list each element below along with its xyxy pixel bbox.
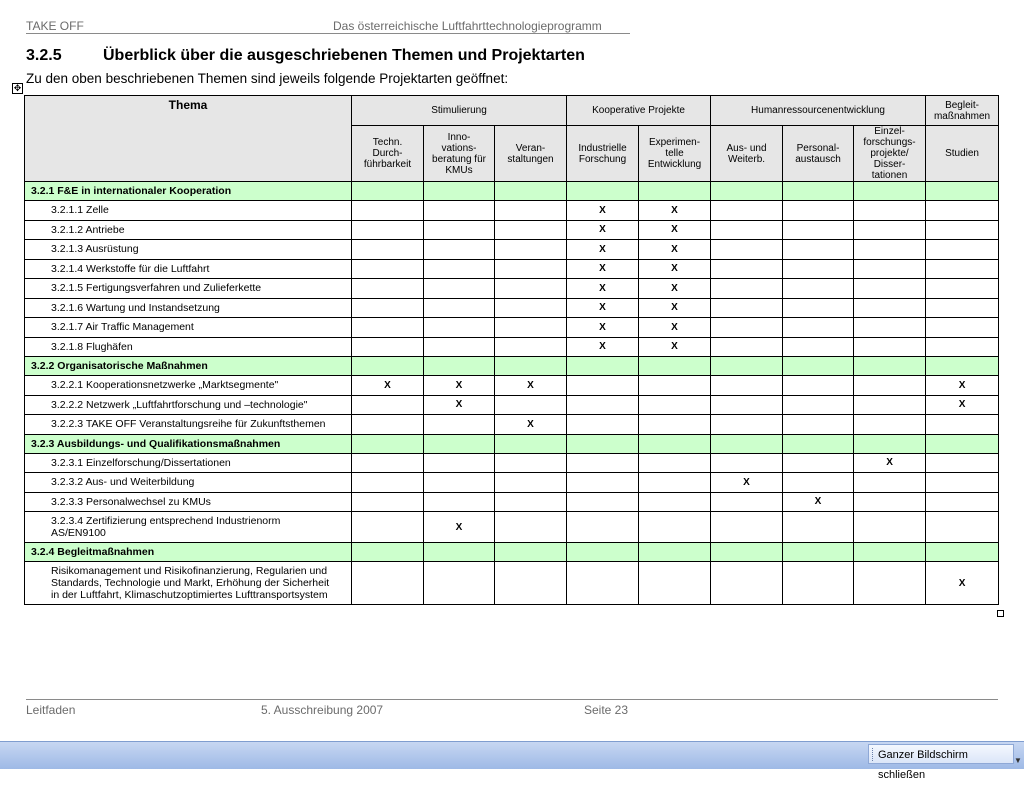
table-cell: X — [567, 318, 639, 338]
table-cell: X — [639, 220, 711, 240]
table-row — [25, 562, 999, 605]
table-row — [25, 279, 999, 299]
table-cell — [424, 415, 495, 435]
table-row — [25, 337, 999, 357]
table-cell — [783, 298, 854, 318]
table-cell — [495, 453, 567, 473]
table-row — [25, 376, 999, 396]
table-cell — [567, 543, 639, 562]
table-cell: X — [567, 279, 639, 299]
table-cell — [495, 492, 567, 512]
table-cell — [854, 201, 926, 221]
table-cell — [783, 453, 854, 473]
table-cell — [854, 543, 926, 562]
row-label: 3.2.2.3 TAKE OFF Veranstaltungsreihe für Zukunftsthemen — [25, 415, 352, 435]
table-cell — [711, 434, 783, 453]
table-cell — [783, 434, 854, 453]
footer-page-number: Seite 23 — [584, 703, 629, 717]
table-cell — [639, 562, 711, 605]
table-cell — [424, 279, 495, 299]
table-cell: X — [567, 201, 639, 221]
group-header: Kooperative Projekte — [567, 96, 711, 126]
table-cell — [783, 376, 854, 396]
table-cell — [854, 240, 926, 260]
footer-left: Leitfaden — [26, 703, 76, 717]
footer-divider — [26, 699, 998, 700]
row-label: 3.2.1.1 Zelle — [25, 201, 352, 221]
row-label: 3.2.1.7 Air Traffic Management — [25, 318, 352, 338]
table-cell: X — [639, 298, 711, 318]
table-body — [25, 182, 999, 605]
table-cell — [711, 201, 783, 221]
toolbar-options-arrow-icon[interactable]: ▼ — [1014, 756, 1022, 765]
table-cell — [424, 220, 495, 240]
table-cell — [783, 543, 854, 562]
table-cell — [567, 562, 639, 605]
table-cell: X — [926, 395, 999, 415]
table-cell — [783, 240, 854, 260]
table-cell — [495, 259, 567, 279]
table-cell — [495, 279, 567, 299]
table-cell — [639, 415, 711, 435]
table-cell — [926, 240, 999, 260]
table-cell: X — [495, 376, 567, 396]
table-cell — [854, 492, 926, 512]
table-cell — [495, 240, 567, 260]
table-cell — [495, 434, 567, 453]
table-cell — [926, 512, 999, 543]
table-cell — [352, 395, 424, 415]
table-cell — [352, 492, 424, 512]
table-cell — [854, 434, 926, 453]
table-cell — [711, 279, 783, 299]
table-cell — [352, 240, 424, 260]
table-cell: X — [567, 298, 639, 318]
subcolumn-header: Techn. Durch- führbarkeit — [352, 126, 424, 182]
table-cell — [567, 357, 639, 376]
table-cell — [711, 337, 783, 357]
table-cell — [424, 357, 495, 376]
table-cell: X — [926, 376, 999, 396]
table-cell — [926, 298, 999, 318]
table-cell — [711, 492, 783, 512]
table-resize-handle[interactable] — [997, 610, 1004, 617]
table-cell: X — [711, 473, 783, 493]
table-cell — [424, 201, 495, 221]
section-label: 3.2.2 Organisatorische Maßnahmen — [25, 357, 352, 376]
table-cell — [424, 543, 495, 562]
close-fullscreen-label: Ganzer Bildschirm schließen — [878, 749, 968, 781]
table-cell — [352, 279, 424, 299]
table-cell — [424, 453, 495, 473]
table-cell — [495, 182, 567, 201]
table-cell — [567, 182, 639, 201]
table-cell: X — [639, 201, 711, 221]
table-cell — [352, 337, 424, 357]
subcolumn-header: Einzel- forschungs- projekte/ Disser- tationen — [854, 126, 926, 182]
table-cell: X — [567, 337, 639, 357]
table-cell — [854, 562, 926, 605]
table-cell — [495, 543, 567, 562]
table-cell — [854, 259, 926, 279]
table-cell — [352, 201, 424, 221]
table-row — [25, 220, 999, 240]
table-row — [25, 318, 999, 338]
row-label: 3.2.1.2 Antriebe — [25, 220, 352, 240]
table-row — [25, 298, 999, 318]
table-cell — [495, 337, 567, 357]
table-cell — [783, 562, 854, 605]
table-cell — [495, 473, 567, 493]
toolbar-grip-icon — [872, 748, 875, 761]
table-cell — [854, 318, 926, 338]
table-cell — [783, 318, 854, 338]
table-cell — [926, 337, 999, 357]
section-row — [25, 182, 999, 201]
table-cell: X — [854, 453, 926, 473]
table-cell — [783, 220, 854, 240]
table-cell — [424, 337, 495, 357]
table-cell — [567, 376, 639, 396]
table-cell — [424, 318, 495, 338]
thema-header: Thema — [25, 96, 352, 182]
section-row — [25, 357, 999, 376]
table-cell: X — [495, 415, 567, 435]
table-cell: X — [639, 279, 711, 299]
table-cell — [352, 434, 424, 453]
section-title: Überblick über die ausgeschriebenen Themen und Projektarten — [103, 47, 585, 64]
table-cell: X — [639, 337, 711, 357]
table-cell — [495, 562, 567, 605]
table-cell: X — [424, 395, 495, 415]
table-cell: X — [639, 240, 711, 260]
table-cell — [854, 337, 926, 357]
footer-middle: 5. Ausschreibung 2007 — [261, 703, 384, 717]
table-row — [25, 453, 999, 473]
table-cell — [567, 453, 639, 473]
row-label: 3.2.1.8 Flughäfen — [25, 337, 352, 357]
table-cell: X — [639, 259, 711, 279]
table-cell: X — [783, 492, 854, 512]
table-cell — [424, 473, 495, 493]
table-cell — [711, 415, 783, 435]
table-cell — [352, 259, 424, 279]
table-cell — [854, 473, 926, 493]
table-cell — [495, 395, 567, 415]
table-cell — [783, 395, 854, 415]
table-cell — [639, 512, 711, 543]
table-cell — [783, 512, 854, 543]
subcolumn-header: Inno- vations- beratung für KMUs — [424, 126, 495, 182]
table-cell — [926, 492, 999, 512]
table-cell — [352, 512, 424, 543]
table-cell — [926, 434, 999, 453]
subcolumn-header: Industrielle Forschung — [567, 126, 639, 182]
table-cell: X — [424, 512, 495, 543]
table-cell — [352, 453, 424, 473]
section-label: 3.2.1 F&E in internationaler Kooperation — [25, 182, 352, 201]
table-cell: X — [424, 376, 495, 396]
header-left: TAKE OFF — [26, 19, 84, 33]
table-cell — [424, 298, 495, 318]
table-cell — [639, 434, 711, 453]
table-cell: X — [567, 240, 639, 260]
table-cell — [495, 318, 567, 338]
table-cell — [711, 259, 783, 279]
table-cell — [854, 357, 926, 376]
section-row — [25, 434, 999, 453]
table-cell — [424, 434, 495, 453]
subcolumn-header: Aus- und Weiterb. — [711, 126, 783, 182]
table-cell — [711, 453, 783, 473]
table-cell — [639, 543, 711, 562]
project-types-table — [24, 95, 999, 605]
table-cell — [352, 415, 424, 435]
table-cell — [495, 298, 567, 318]
table-cell — [926, 453, 999, 473]
table-cell — [424, 259, 495, 279]
table-cell — [783, 201, 854, 221]
table-cell — [424, 240, 495, 260]
table-cell — [711, 182, 783, 201]
table-cell — [926, 220, 999, 240]
table-cell — [639, 182, 711, 201]
table-row — [25, 240, 999, 260]
table-cell — [495, 512, 567, 543]
table-cell — [639, 473, 711, 493]
table-cell — [424, 562, 495, 605]
table-cell — [711, 376, 783, 396]
table-cell — [567, 395, 639, 415]
row-label: 3.2.1.6 Wartung und Instandsetzung — [25, 298, 352, 318]
table-cell — [854, 298, 926, 318]
table-cell: X — [639, 318, 711, 338]
table-cell — [783, 279, 854, 299]
row-label: 3.2.1.3 Ausrüstung — [25, 240, 352, 260]
intro-text: Zu den oben beschriebenen Themen sind jeweils folgende Projektarten geöffnet: — [26, 71, 509, 86]
table-cell — [352, 182, 424, 201]
section-row — [25, 543, 999, 562]
row-label: 3.2.1.5 Fertigungsverfahren und Zulieferkette — [25, 279, 352, 299]
table-cell — [711, 240, 783, 260]
table-row — [25, 492, 999, 512]
table-cell — [495, 357, 567, 376]
table-cell — [926, 415, 999, 435]
row-label: 3.2.2.2 Netzwerk „Luftfahrtforschung und –technologie" — [25, 395, 352, 415]
row-label: 3.2.2.1 Kooperationsnetzwerke „Marktsegmente" — [25, 376, 352, 396]
table-cell — [639, 453, 711, 473]
table-cell — [854, 395, 926, 415]
table-row — [25, 415, 999, 435]
table-cell — [926, 259, 999, 279]
subcolumn-header: Experimen- telle Entwicklung — [639, 126, 711, 182]
subcolumn-header: Personal- austausch — [783, 126, 854, 182]
group-header: Begleit- maßnahmen — [926, 96, 999, 126]
section-label: 3.2.4 Begleitmaßnahmen — [25, 543, 352, 562]
table-cell — [783, 473, 854, 493]
table-cell — [926, 473, 999, 493]
row-label: 3.2.3.3 Personalwechsel zu KMUs — [25, 492, 352, 512]
row-label: 3.2.3.4 Zertifizierung entsprechend Industrienorm AS/EN9100 — [25, 512, 352, 543]
table-cell — [926, 357, 999, 376]
table-cell — [352, 220, 424, 240]
table-row — [25, 259, 999, 279]
table-cell — [639, 357, 711, 376]
group-header: Stimulierung — [352, 96, 567, 126]
table-cell — [783, 415, 854, 435]
table-cell — [711, 318, 783, 338]
subcolumn-header: Studien — [926, 126, 999, 182]
table-cell — [352, 543, 424, 562]
header-divider — [26, 33, 630, 34]
table-cell — [639, 395, 711, 415]
table-cell — [567, 473, 639, 493]
table-cell — [711, 395, 783, 415]
table-cell — [854, 220, 926, 240]
row-label: 3.2.1.4 Werkstoffe für die Luftfahrt — [25, 259, 352, 279]
table-cell — [352, 473, 424, 493]
table-cell — [352, 318, 424, 338]
table-cell — [567, 512, 639, 543]
table-cell — [926, 201, 999, 221]
table-cell: X — [926, 562, 999, 605]
table-cell: X — [567, 259, 639, 279]
table-cell — [711, 543, 783, 562]
table-cell — [783, 182, 854, 201]
table-cell — [424, 492, 495, 512]
table-cell — [783, 357, 854, 376]
table-row — [25, 512, 999, 543]
table-cell — [352, 562, 424, 605]
table-cell — [926, 279, 999, 299]
table-cell: X — [567, 220, 639, 240]
table-cell — [711, 298, 783, 318]
table-cell — [926, 182, 999, 201]
table-cell: X — [352, 376, 424, 396]
table-cell — [854, 512, 926, 543]
table-cell — [783, 337, 854, 357]
section-label: 3.2.3 Ausbildungs- und Qualifikationsmaßnahmen — [25, 434, 352, 453]
table-cell — [711, 220, 783, 240]
table-cell — [711, 562, 783, 605]
table-cell — [495, 201, 567, 221]
table-row — [25, 473, 999, 493]
table-cell — [639, 492, 711, 512]
table-cell — [854, 415, 926, 435]
row-label: 3.2.3.2 Aus- und Weiterbildung — [25, 473, 352, 493]
table-cell — [639, 376, 711, 396]
table-cell — [926, 318, 999, 338]
table-move-handle-icon[interactable]: ✥ — [13, 83, 22, 93]
table-cell — [567, 492, 639, 512]
table-cell — [711, 357, 783, 376]
table-cell — [926, 543, 999, 562]
subcolumn-header: Veran- staltungen — [495, 126, 567, 182]
row-label: 3.2.3.1 Einzelforschung/Dissertationen — [25, 453, 352, 473]
close-fullscreen-button[interactable] — [868, 744, 1014, 781]
table-cell — [424, 182, 495, 201]
table-cell — [711, 512, 783, 543]
table-cell — [352, 298, 424, 318]
table-cell — [567, 434, 639, 453]
table-cell — [783, 259, 854, 279]
row-label: Risikomanagement und Risikofinanzierung, Regularien und Standards, Technologie und Markt, Erhöhung der Sicherheit in der Luftfahrt, Klimaschutzoptimiertes Lufttransportsystem — [25, 562, 352, 605]
table-cell — [495, 220, 567, 240]
table-row — [25, 201, 999, 221]
group-header: Humanressourcenentwicklung — [711, 96, 926, 126]
table-cell — [854, 376, 926, 396]
table-cell — [567, 415, 639, 435]
table-cell — [854, 182, 926, 201]
table-cell — [352, 357, 424, 376]
table-row — [25, 395, 999, 415]
table-cell — [854, 279, 926, 299]
section-number: 3.2.5 — [26, 47, 62, 64]
header-center: Das österreichische Luftfahrttechnologieprogramm — [333, 19, 602, 33]
